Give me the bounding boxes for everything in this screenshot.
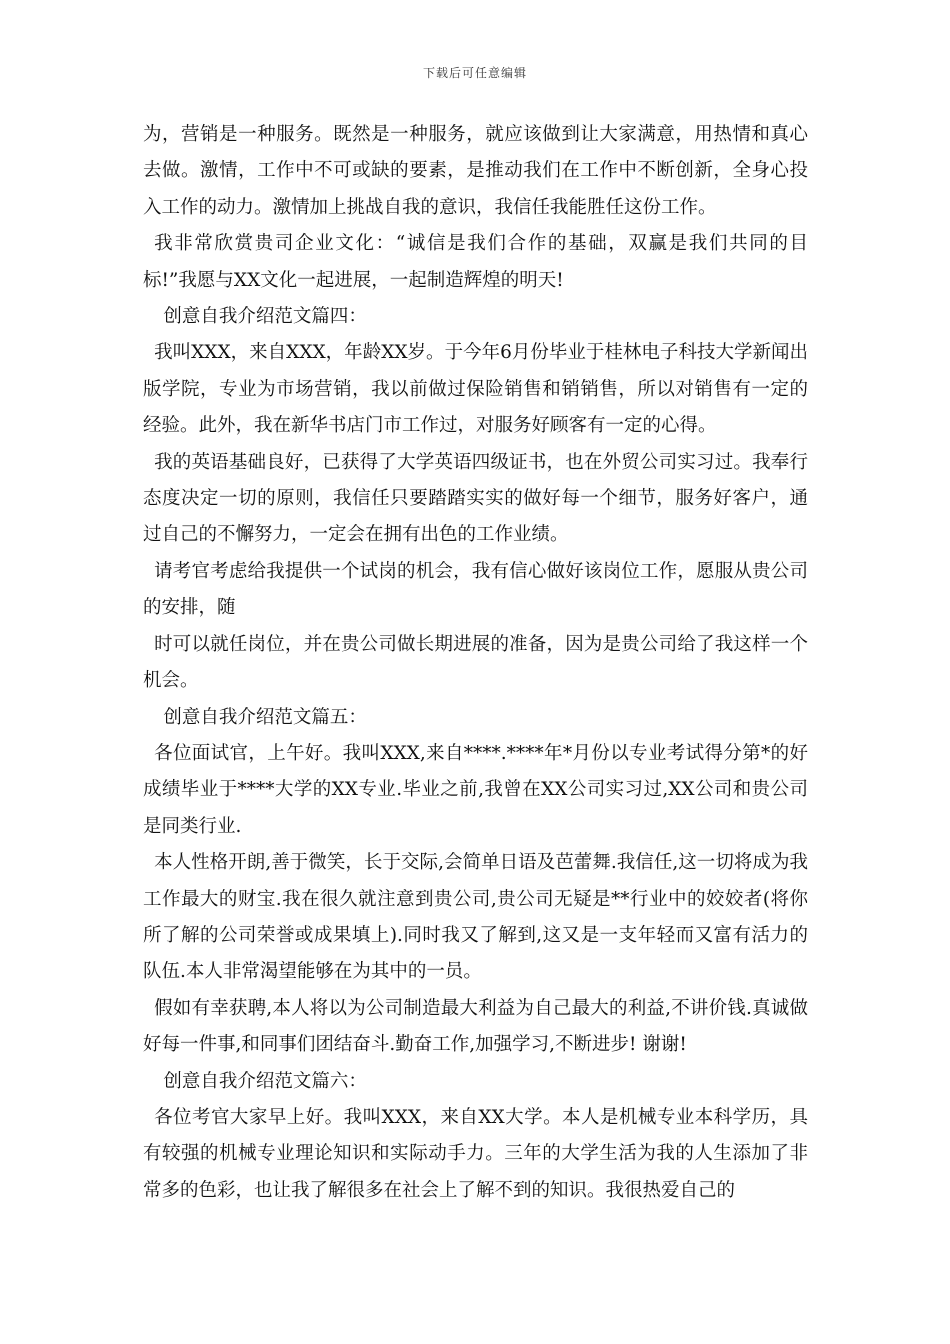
paragraph-1: 为，营销是一种服务。既然是一种服务，就应该做到让大家满意，用热情和真心去做。激情，工作中不可或缺的要素，是推动我们在工作中不断创新，全身心投入工作的动力。激情加上挑战自我的意识，我信任我能胜任这份工作。 <box>143 124 808 218</box>
section-heading-5: 创意自我介绍范文篇五： <box>163 706 367 728</box>
paragraph-3: 我叫XXX，来自XXX，年龄XX岁。于今年6月份毕业于桂林电子科技大学新闻出版学院，专业为市场营销，我以前做过保险销售和销销售，所以对销售有一定的经验。此外，我在新华书店门市工作过，对服务好顾客有一定的心得。 <box>143 342 808 437</box>
section-heading-6: 创意自我介绍范文篇六： <box>163 1070 367 1092</box>
paragraph-9: 假如有幸获聘,本人将以为公司制造最大利益为自己最大的利益,不讲价钱.真诚做好每一件事,和同事们团结奋斗.勤奋工作,加强学习,不断进步! 谢谢! <box>143 997 808 1056</box>
page-header: 下载后可任意编辑 <box>422 66 527 80</box>
paragraph-2: 我非常欣赏贵司企业文化：“诚信是我们合作的基础，双赢是我们共同的目标!”我愿与XX文化一起进展，一起制造辉煌的明天! <box>143 233 808 291</box>
paragraph-7: 各位面试官，上午好。我叫XXX,来自****.****年*月份以专业考试得分第*的好成绩毕业于****大学的XX专业.毕业之前,我曾在XX公司实习过,XX公司和贵公司是同类行业. <box>143 742 808 837</box>
paragraph-5: 请考官考虑给我提供一个试岗的机会，我有信心做好该岗位工作，愿服从贵公司的安排，随 <box>143 560 808 619</box>
document-body <box>143 117 808 1209</box>
paragraph-10: 各位考官大家早上好。我叫XXX，来自XX大学。本人是机械专业本科学历，具有较强的机械专业理论知识和实际动手力。三年的大学生活为我的人生添加了非常多的色彩，也让我了解很多在社会上了解不到的知识。我很热爱自己的 <box>143 1106 808 1201</box>
section-heading-4: 创意自我介绍范文篇四： <box>163 306 367 328</box>
paragraph-8: 本人性格开朗,善于微笑，长于交际,会简单日语及芭蕾舞.我信任,这一切将成为我工作最大的财宝.我在很久就注意到贵公司,贵公司无疑是**行业中的姣姣者(将你所了解的公司荣誉或成果填上).同时我又了解到,这又是一支年轻而又富有活力的队伍.本人非常渴望能够在为其中的一员。 <box>143 852 808 983</box>
paragraph-4: 我的英语基础良好，已获得了大学英语四级证书，也在外贸公司实习过。我奉行态度决定一切的原则，我信任只要踏踏实实的做好每一个细节，服务好客户，通过自己的不懈努力，一定会在拥有出色的工作业绩。 <box>143 451 808 546</box>
paragraph-6: 时可以就任岗位，并在贵公司做长期进展的准备，因为是贵公司给了我这样一个机会。 <box>143 633 808 692</box>
